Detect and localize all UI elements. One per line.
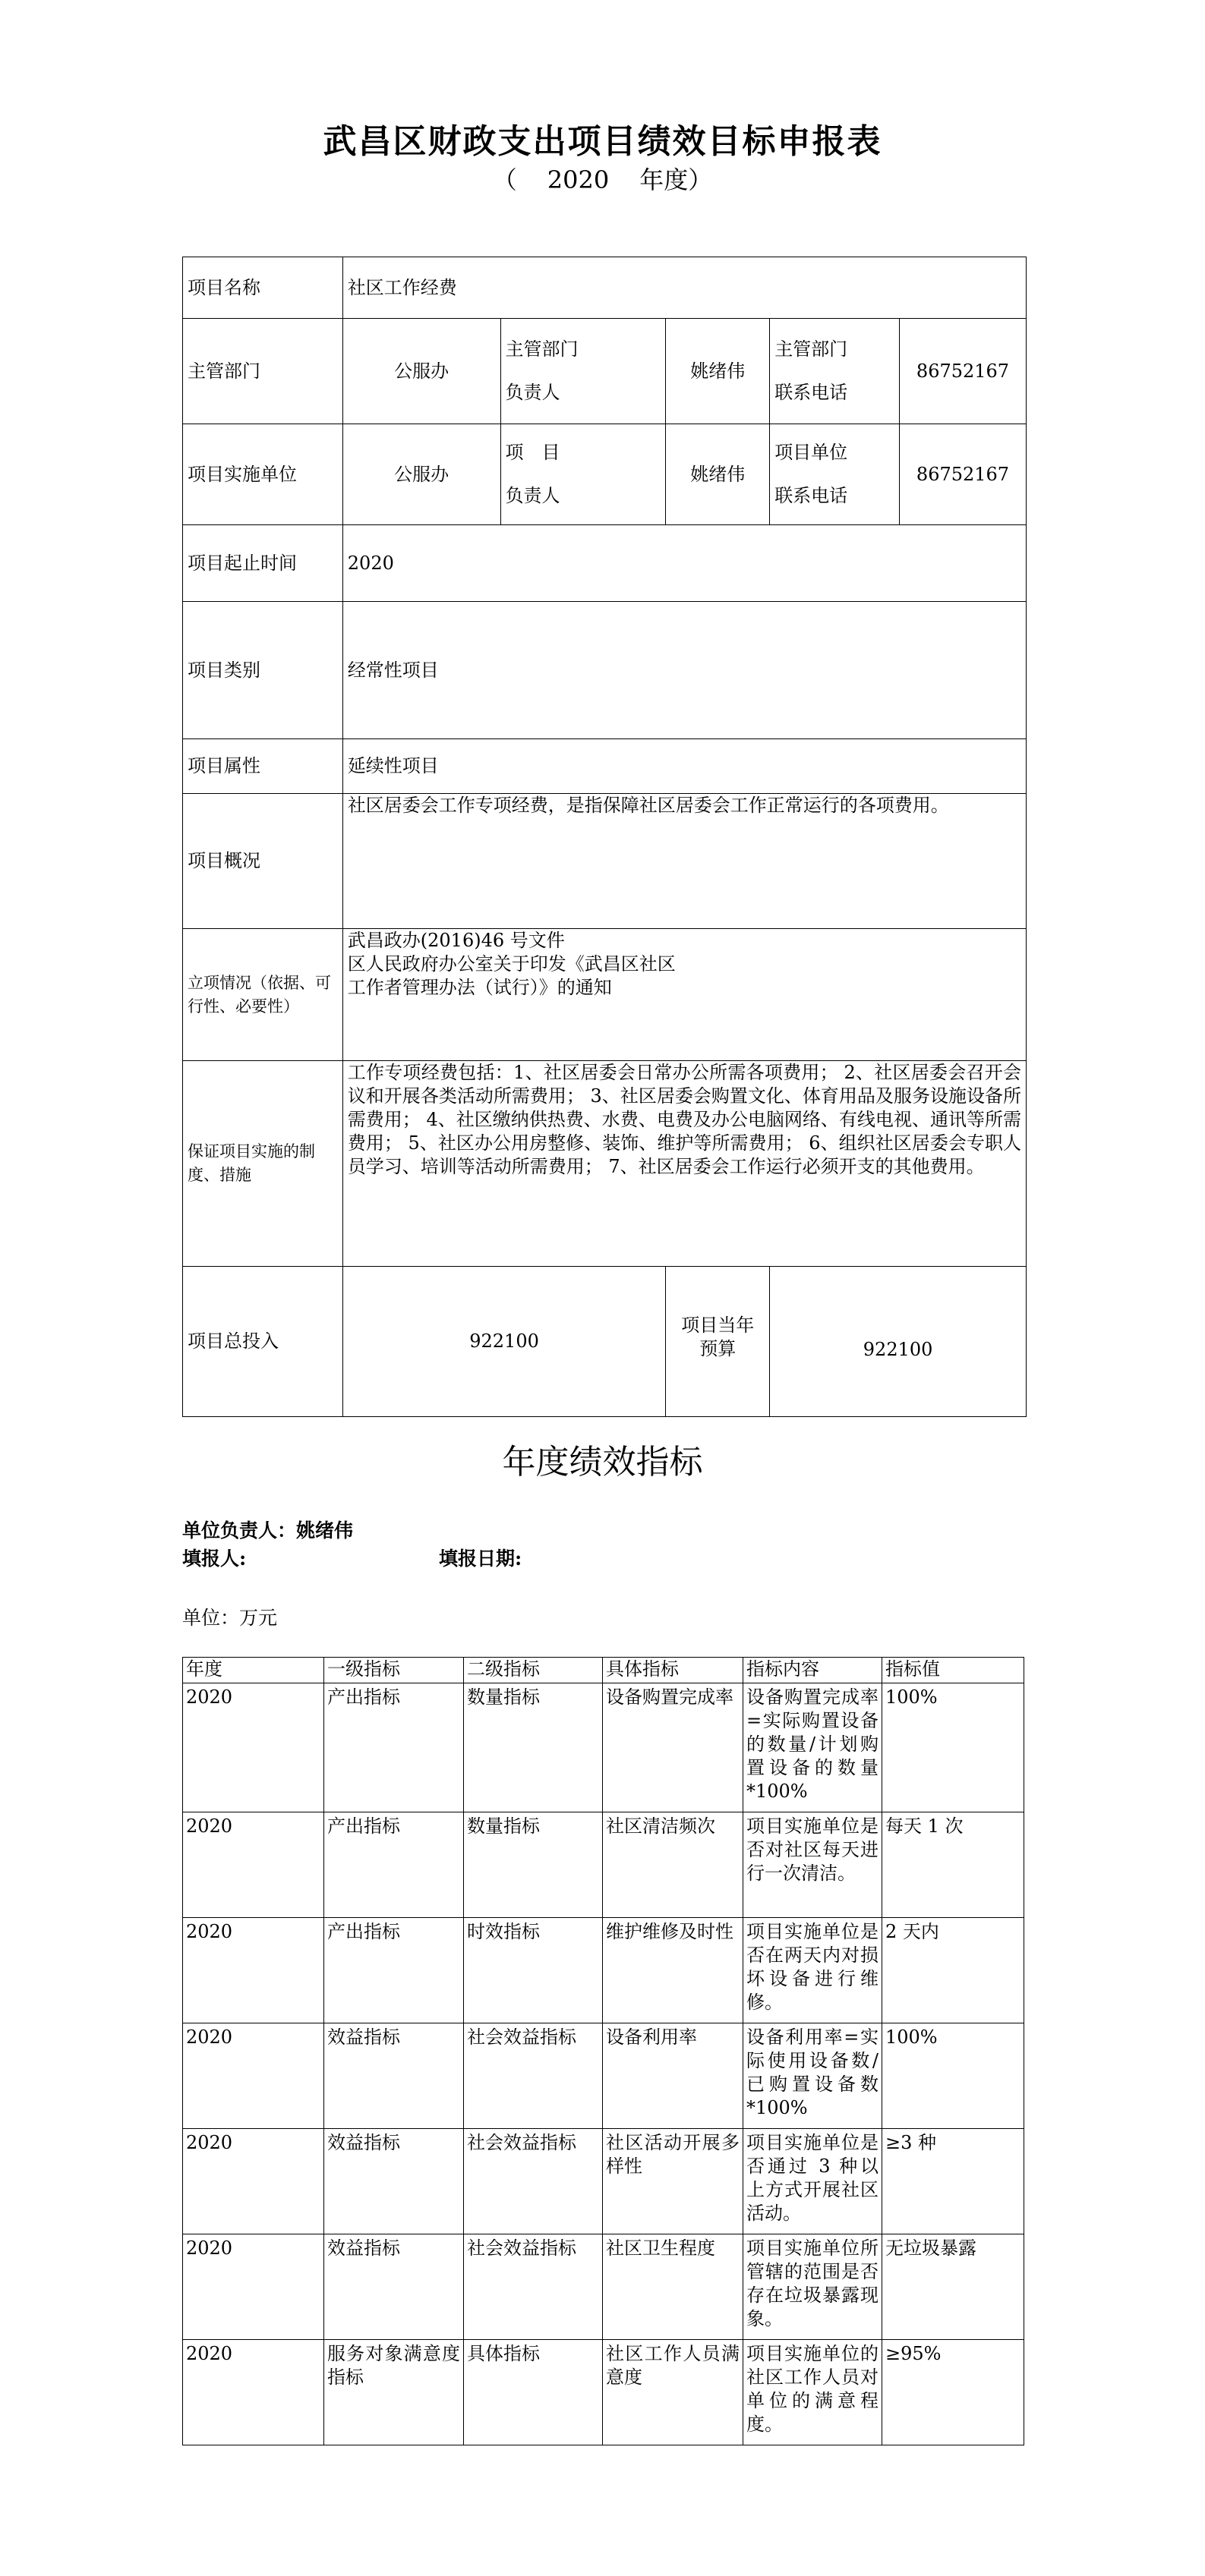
performance-title: 年度绩效指标 [502,1443,703,1482]
category-label: 项目类别 [183,602,343,739]
cell-year: 2020 [183,1812,324,1918]
row-attribute [183,739,1027,794]
filler: 填报人: [182,1548,247,1570]
measures-value: 工作专项经费包括：1、社区居委会日常办公所需各项费用； 2、社区居委会召开会议和开展各类活动所需费用； 3、社区居委会购置文化、体育用品及服务设施设备所需费用； 4、社区缴纳供热费、水费、电费及办公电脑网络、有线电视、通讯等所需费用； 5、社区办公用房整修、装饰、维护等所需费用； 6、组织社区居委会专职人员学习、培训等活动所需费用； 7、社区居委会工作运行必须开支的其他费用。 [342,1061,1026,1267]
currency-unit: 单位：万元 [182,1607,278,1629]
subtitle-close: 年度） [639,165,713,194]
department-phone-label [770,319,900,424]
cell-value: ≥3 种 [882,2129,1024,2234]
cell-year: 2020 [183,2340,324,2445]
cell-level2: 社会效益指标 [464,2234,603,2340]
table-header-row [183,1658,1024,1683]
period-label: 项目起止时间 [183,525,343,602]
cell-level2: 具体指标 [464,2340,603,2445]
cell-content: 项目实施单位所管辖的范围是否存在垃圾暴露现象。 [743,2234,882,2340]
cell-level2: 社会效益指标 [464,2023,603,2129]
implementing-unit-label: 项目实施单位 [183,424,343,525]
page-title: 武昌区财政支出项目绩效目标申报表 [323,122,882,161]
department-head-label [500,319,666,424]
cell-specific: 社区清洁频次 [603,1812,743,1918]
table-row [183,2129,1024,2234]
cell-value: 无垃圾暴露 [882,2234,1024,2340]
unit-head: 单位负责人：姚绪伟 [182,1519,354,1542]
unit-phone-label-line1: 项目单位 [774,442,848,463]
col-level1: 一级指标 [324,1658,464,1683]
cell-level2: 时效指标 [464,1918,603,2023]
subtitle-year: 2020 [547,165,610,194]
budget-label-line1: 项目当年 [681,1315,755,1336]
cell-year: 2020 [183,1918,324,2023]
cell-level1: 产出指标 [324,1683,464,1812]
cell-value: 100% [882,2023,1024,2129]
cell-specific: 设备利用率 [603,2023,743,2129]
total-label: 项目总投入 [183,1267,343,1417]
row-category [183,602,1027,739]
col-specific: 具体指标 [603,1658,743,1683]
total-value: 922100 [342,1267,666,1417]
basis-line-2: 区人民政府办公室关于印发《武昌区社区 [347,953,676,975]
cell-value: 每天 1 次 [882,1812,1024,1918]
cell-level1: 效益指标 [324,2234,464,2340]
basis-line-1: 武昌政办(2016)46 号文件 [347,930,565,951]
cell-level2: 社会效益指标 [464,2129,603,2234]
col-content: 指标内容 [743,1658,882,1683]
budget-label-line2: 预算 [699,1338,737,1359]
project-name-value: 社区工作经费 [342,257,1026,319]
subtitle-open: （ [492,165,517,194]
basis-label: 立项情况（依据、可行性、必要性） [183,929,343,1061]
project-head-value: 姚绪伟 [666,424,770,525]
table-row [183,1812,1024,1918]
attribute-value: 延续性项目 [342,739,1026,794]
cell-content: 设备购置完成率=实际购置设备的数量/计划购置设备的数量*100% [743,1683,882,1812]
project-head-label-line1: 项 目 [505,442,560,463]
cell-level1: 效益指标 [324,2129,464,2234]
project-name-label: 项目名称 [183,257,343,319]
cell-level1: 产出指标 [324,1812,464,1918]
table-row [183,2023,1024,2129]
cell-year: 2020 [183,1683,324,1812]
overview-label: 项目概况 [183,794,343,929]
measures-label: 保证项目实施的制度、措施 [183,1061,343,1267]
cell-content: 项目实施单位的社区工作人员对单位的满意程度。 [743,2340,882,2445]
cell-value: ≥95% [882,2340,1024,2445]
budget-value: 922100 [770,1267,1027,1417]
department-phone-label-line1: 主管部门 [774,339,848,360]
row-period [183,525,1027,602]
cell-specific: 设备购置完成率 [603,1683,743,1812]
implementing-unit-value: 公服办 [342,424,500,525]
cell-level2: 数量指标 [464,1683,603,1812]
attribute-label: 项目属性 [183,739,343,794]
cell-year: 2020 [183,2234,324,2340]
table-row [183,1683,1024,1812]
period-value: 2020 [342,525,1026,602]
project-info-table [182,257,1027,1417]
budget-label [666,1267,770,1417]
fill-date: 填报日期: [439,1548,522,1570]
cell-value: 100% [882,1683,1024,1812]
row-total [183,1267,1027,1417]
cell-level1: 产出指标 [324,1918,464,2023]
col-level2: 二级指标 [464,1658,603,1683]
cell-content: 项目实施单位是否对社区每天进行一次清洁。 [743,1812,882,1918]
row-overview [183,794,1027,929]
row-implementing-unit [183,424,1027,525]
unit-phone-label-line2: 联系电话 [774,485,848,506]
unit-phone-value: 86752167 [900,424,1027,525]
project-head-label [500,424,666,525]
category-value: 经常性项目 [342,602,1026,739]
cell-value: 2 天内 [882,1918,1024,2023]
department-value: 公服办 [342,319,500,424]
cell-specific: 社区工作人员满意度 [603,2340,743,2445]
project-head-label-line2: 负责人 [505,485,560,506]
cell-level1: 效益指标 [324,2023,464,2129]
row-project-name [183,257,1027,319]
row-department [183,319,1027,424]
unit-phone-label [770,424,900,525]
basis-value [342,929,1026,1061]
department-phone-value: 86752167 [900,319,1027,424]
cell-specific: 社区卫生程度 [603,2234,743,2340]
row-measures [183,1061,1027,1267]
table-row [183,2234,1024,2340]
table-row [183,2340,1024,2445]
overview-value: 社区居委会工作专项经费，是指保障社区居委会工作正常运行的各项费用。 [342,794,1026,929]
department-label: 主管部门 [183,319,343,424]
department-head-label-line2: 负责人 [505,382,560,403]
cell-level1: 服务对象满意度指标 [324,2340,464,2445]
cell-content: 设备利用率=实际使用设备数/已购置设备数*100% [743,2023,882,2129]
col-year: 年度 [183,1658,324,1683]
cell-year: 2020 [183,2023,324,2129]
col-value: 指标值 [882,1658,1024,1683]
cell-year: 2020 [183,2129,324,2234]
basis-line-3: 工作者管理办法（试行）》的通知 [347,977,612,998]
cell-level2: 数量指标 [464,1812,603,1918]
cell-specific: 社区活动开展多样性 [603,2129,743,2234]
cell-content: 项目实施单位是否在两天内对损坏设备进行维修。 [743,1918,882,2023]
department-head-label-line1: 主管部门 [505,339,579,360]
page-subtitle [0,161,1205,196]
department-phone-label-line2: 联系电话 [774,382,848,403]
performance-table [182,1657,1024,2445]
row-basis [183,929,1027,1061]
cell-specific: 维护维修及时性 [603,1918,743,2023]
cell-content: 项目实施单位是否通过 3 种以上方式开展社区活动。 [743,2129,882,2234]
department-head-value: 姚绪伟 [666,319,770,424]
table-row [183,1918,1024,2023]
